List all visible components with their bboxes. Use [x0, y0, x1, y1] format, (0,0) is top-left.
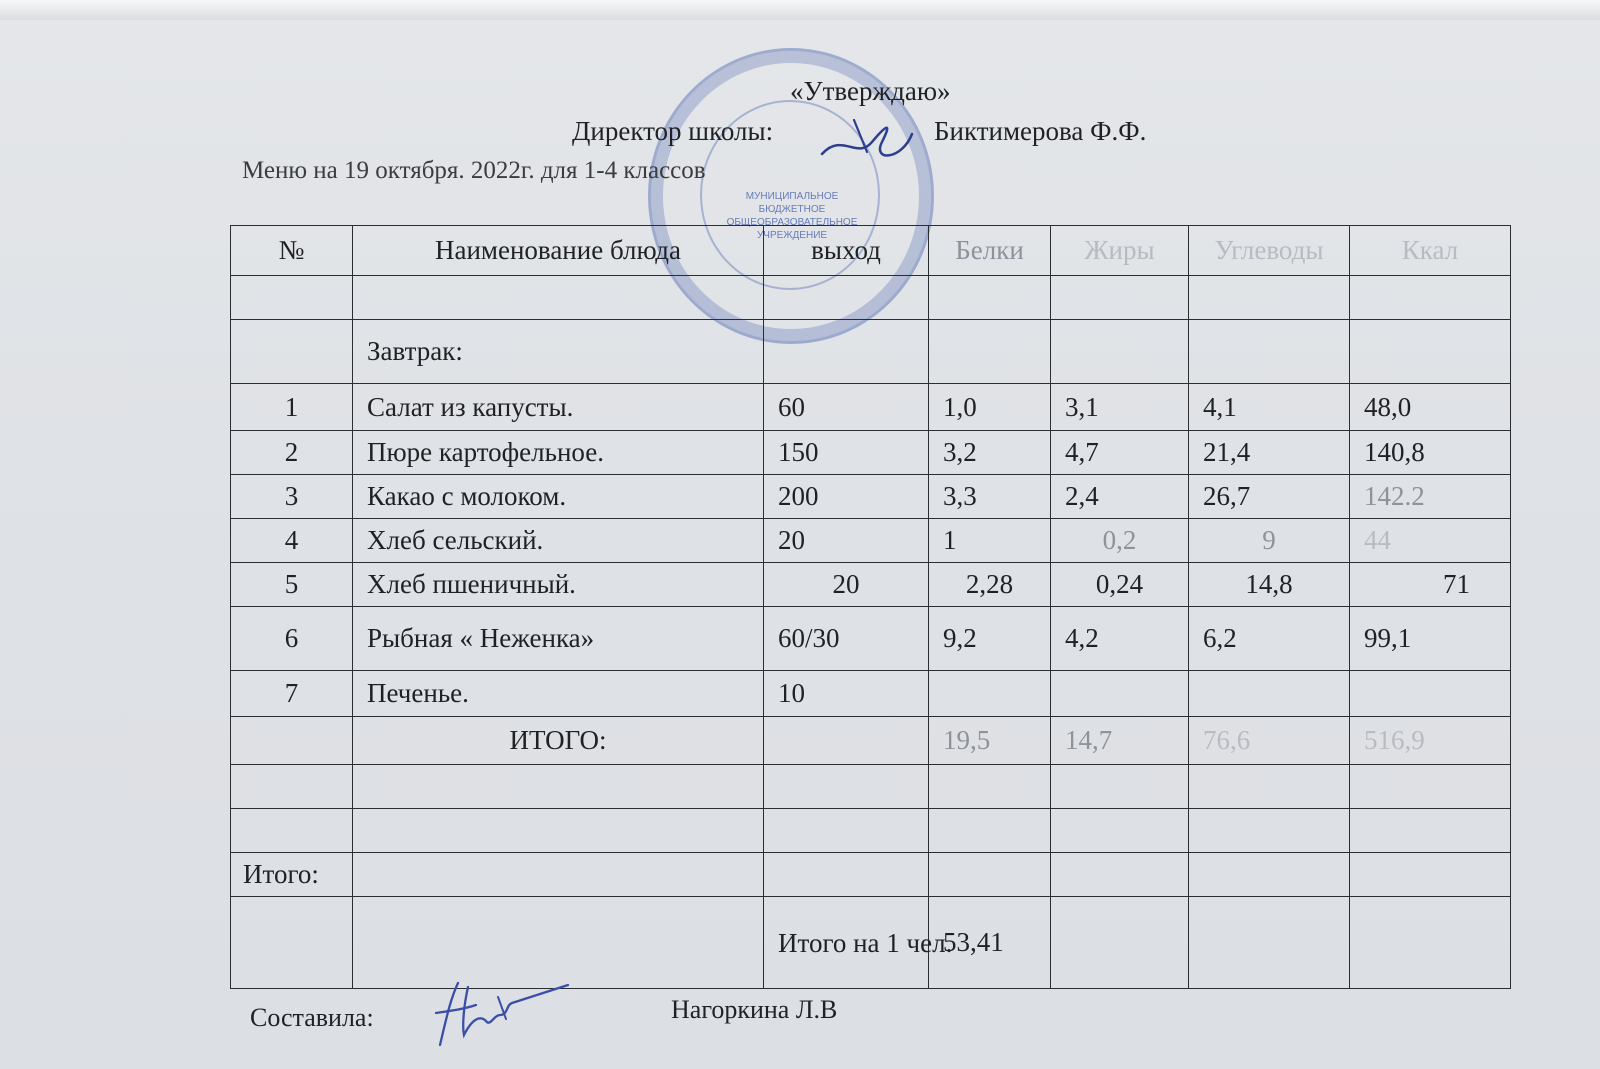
row-output: 20	[764, 563, 929, 607]
row-carbs: 9	[1189, 519, 1350, 563]
row-fat: 4,7	[1051, 431, 1189, 475]
row-carbs	[1189, 671, 1350, 717]
row-protein	[929, 671, 1051, 717]
header-kcal: Ккал	[1350, 226, 1511, 276]
row-kcal	[1350, 671, 1511, 717]
row-output: 20	[764, 519, 929, 563]
row-fat	[1051, 671, 1189, 717]
director-signature	[812, 112, 922, 172]
menu-table	[230, 225, 1511, 989]
total-label: Итого:	[231, 853, 353, 897]
row-output: 150	[764, 431, 929, 475]
header-fat: Жиры	[1051, 226, 1189, 276]
per-person-label: Итого на 1 чел.	[764, 897, 929, 989]
director-name: Биктимерова Ф.Ф.	[934, 116, 1147, 146]
row-dish: Хлеб сельский.	[353, 519, 764, 563]
table-row	[231, 384, 1511, 431]
table-row	[231, 607, 1511, 671]
subtotal-protein: 19,5	[929, 717, 1051, 765]
row-carbs: 26,7	[1189, 475, 1350, 519]
row-protein: 3,3	[929, 475, 1051, 519]
row-protein: 3,2	[929, 431, 1051, 475]
subtotal-carbs: 76,6	[1189, 717, 1350, 765]
director-label: Директор школы:	[572, 116, 774, 146]
table-row	[231, 671, 1511, 717]
row-dish: Рыбная « Неженка»	[353, 607, 764, 671]
row-carbs: 4,1	[1189, 384, 1350, 431]
row-fat: 2,4	[1051, 475, 1189, 519]
row-fat: 3,1	[1051, 384, 1189, 431]
row-dish: Какао с молоком.	[353, 475, 764, 519]
row-num: 5	[231, 563, 353, 607]
header-output: выход	[764, 226, 929, 276]
row-output: 60	[764, 384, 929, 431]
total-row	[231, 853, 1511, 897]
table-row	[231, 431, 1511, 475]
row-carbs: 21,4	[1189, 431, 1350, 475]
row-kcal: 142.2	[1350, 475, 1511, 519]
row-num: 2	[231, 431, 353, 475]
row-kcal: 71	[1350, 563, 1511, 607]
subtotal-fat: 14,7	[1051, 717, 1189, 765]
header-num: №	[231, 226, 353, 276]
row-protein: 1	[929, 519, 1051, 563]
subtotal-label: ИТОГО:	[353, 717, 764, 765]
row-num: 4	[231, 519, 353, 563]
row-num: 1	[231, 384, 353, 431]
page-top-edge	[0, 0, 1600, 22]
per-person-row	[231, 897, 1511, 989]
menu-date-line: Меню на 19 октября. 2022г. для 1-4 классов	[242, 157, 706, 184]
row-protein: 1,0	[929, 384, 1051, 431]
row-num: 7	[231, 671, 353, 717]
row-num: 3	[231, 475, 353, 519]
table-header-row	[231, 226, 1511, 276]
row-protein: 9,2	[929, 607, 1051, 671]
blank-row	[231, 276, 1511, 320]
header-carbs: Углеводы	[1189, 226, 1350, 276]
section-breakfast: Завтрак:	[353, 320, 764, 384]
row-kcal: 99,1	[1350, 607, 1511, 671]
header-dish-name: Наименование блюда	[353, 226, 764, 276]
row-dish: Салат из капусты.	[353, 384, 764, 431]
row-carbs: 6,2	[1189, 607, 1350, 671]
row-output: 10	[764, 671, 929, 717]
row-output: 200	[764, 475, 929, 519]
row-dish: Хлеб пшеничный.	[353, 563, 764, 607]
row-output: 60/30	[764, 607, 929, 671]
blank-row	[231, 809, 1511, 853]
compiler-signature	[428, 975, 578, 1055]
compiled-by-label: Составила:	[250, 1003, 374, 1032]
row-fat: 0,2	[1051, 519, 1189, 563]
blank-row	[231, 765, 1511, 809]
row-kcal: 48,0	[1350, 384, 1511, 431]
row-kcal: 44	[1350, 519, 1511, 563]
table-row	[231, 563, 1511, 607]
row-dish: Печенье.	[353, 671, 764, 717]
row-carbs: 14,8	[1189, 563, 1350, 607]
header-protein: Белки	[929, 226, 1051, 276]
subtotal-kcal: 516,9	[1350, 717, 1511, 765]
row-fat: 4,2	[1051, 607, 1189, 671]
row-num: 6	[231, 607, 353, 671]
row-kcal: 140,8	[1350, 431, 1511, 475]
approve-heading: «Утверждаю»	[790, 76, 951, 106]
compiled-by-name: Нагоркина Л.В	[671, 995, 838, 1024]
row-protein: 2,28	[929, 563, 1051, 607]
per-person-value: 53,41	[929, 897, 1051, 989]
stamp-text: МУНИЦИПАЛЬНОЕ БЮДЖЕТНОЕ ОБЩЕОБРАЗОВАТЕЛЬНОЕ УЧРЕЖДЕНИЕ	[726, 191, 858, 241]
section-row	[231, 320, 1511, 384]
subtotal-row	[231, 717, 1511, 765]
row-dish: Пюре картофельное.	[353, 431, 764, 475]
row-fat: 0,24	[1051, 563, 1189, 607]
table-row	[231, 519, 1511, 563]
table-row	[231, 475, 1511, 519]
